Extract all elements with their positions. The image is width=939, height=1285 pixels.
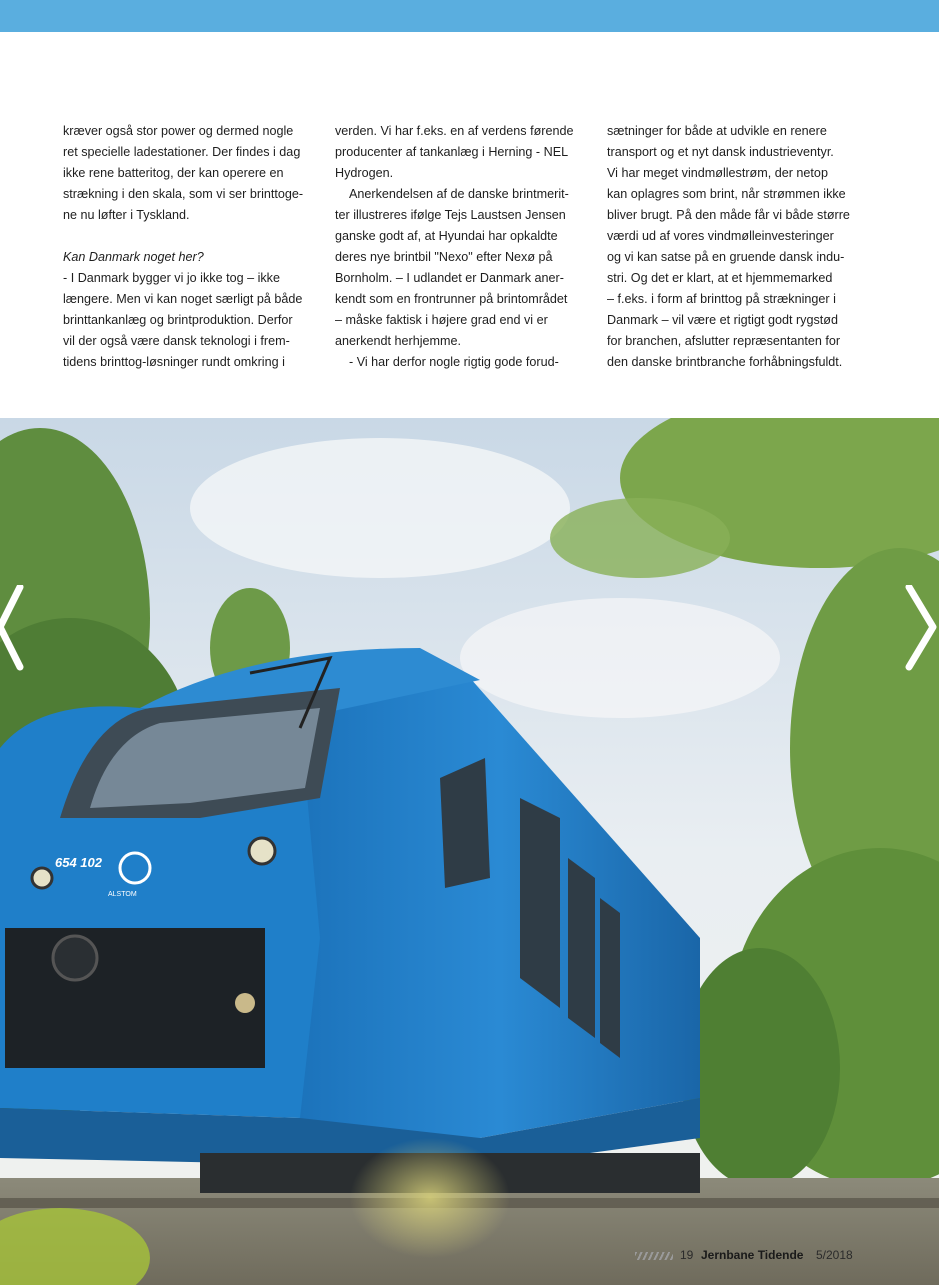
text-line: stri. Og det er klart, at et hjemmemarked [607, 271, 833, 285]
text-line: deres nye brintbil "Nexo" efter Nexø på [335, 250, 553, 264]
text-line: – måske faktisk i højere grad end vi er [335, 313, 548, 327]
train-number-label: 654 102 [55, 855, 102, 870]
text-column-2 [335, 121, 590, 373]
text-line: vil der også være dansk teknologi i frem- [63, 334, 290, 348]
hatch-decoration [635, 1252, 673, 1260]
text-line: transport og et nyt dansk industrieventyr. [607, 145, 834, 159]
publication-name: Jernbane Tidende [701, 1248, 804, 1262]
chevron-right-icon [899, 585, 939, 675]
text-line: Anerkendelsen af de danske brintmerit- [349, 187, 569, 201]
issue-number: 5/2018 [816, 1248, 853, 1262]
text-line: - Vi har derfor nogle rigtig gode forud- [349, 355, 559, 369]
top-color-bar [0, 0, 939, 32]
text-line: værdi ud af vores vindmølleinvesteringer [607, 229, 834, 243]
text-line: kræver også stor power og dermed nogle [63, 124, 294, 138]
text-line: - I Danmark bygger vi jo ikke tog – ikke [63, 271, 280, 285]
text-line: kendt som en frontrunner på brintområdet [335, 292, 568, 306]
text-line: verden. Vi har f.eks. en af verdens førende [335, 124, 574, 138]
chevron-left-icon [0, 585, 40, 675]
text-line: og vi kan satse på en gruende dansk indu- [607, 250, 845, 264]
text-line: sætninger for både at udvikle en renere [607, 124, 827, 138]
next-page-button[interactable] [899, 585, 939, 675]
text-line: længere. Men vi kan noget særligt på både [63, 292, 303, 306]
prev-page-button[interactable] [0, 585, 40, 675]
train-photo [0, 418, 939, 1285]
text-line: brinttankanlæg og brintproduktion. Derfor [63, 313, 293, 327]
text-line: den danske brintbranche forhåbningsfuldt. [607, 355, 843, 369]
subheading-question: Kan Danmark noget her? [63, 250, 204, 264]
text-line: Bornholm. – I udlandet er Danmark aner- [335, 271, 564, 285]
text-line: Vi har meget vindmøllestrøm, der netop [607, 166, 828, 180]
text-line: anerkendt herhjemme. [335, 334, 462, 348]
text-line: kan oplagres som brint, når strømmen ikke [607, 187, 846, 201]
text-line: Danmark – vil være et rigtigt godt rygstød [607, 313, 838, 327]
text-line: producenter af tankanlæg i Herning - NEL [335, 145, 569, 159]
page-footer [635, 1248, 865, 1264]
text-column-1 [63, 121, 318, 373]
text-line: ne nu løfter i Tyskland. [63, 208, 190, 222]
text-line: bliver brugt. På den måde får vi både større [607, 208, 850, 222]
text-line: ganske godt af, at Hyundai har opkaldte [335, 229, 558, 243]
text-line: for branchen, afslutter repræsentanten for [607, 334, 841, 348]
text-line: ret specielle ladestationer. Der findes i dag [63, 145, 301, 159]
page-number: 19 [680, 1248, 694, 1262]
text-line: ikke rene batteritog, der kan operere en [63, 166, 284, 180]
text-line: Hydrogen. [335, 166, 394, 180]
text-line: ter illustreres ifølge Tejs Laustsen Jensen [335, 208, 566, 222]
text-line: – f.eks. i form af brinttog på strækninger i [607, 292, 836, 306]
train-brand-label: ALSTOM [108, 891, 137, 898]
text-line: tidens brinttog-løsninger rundt omkring i [63, 355, 285, 369]
text-line: strækning i den skala, som vi ser brinttoge- [63, 187, 304, 201]
text-column-3 [607, 121, 862, 373]
